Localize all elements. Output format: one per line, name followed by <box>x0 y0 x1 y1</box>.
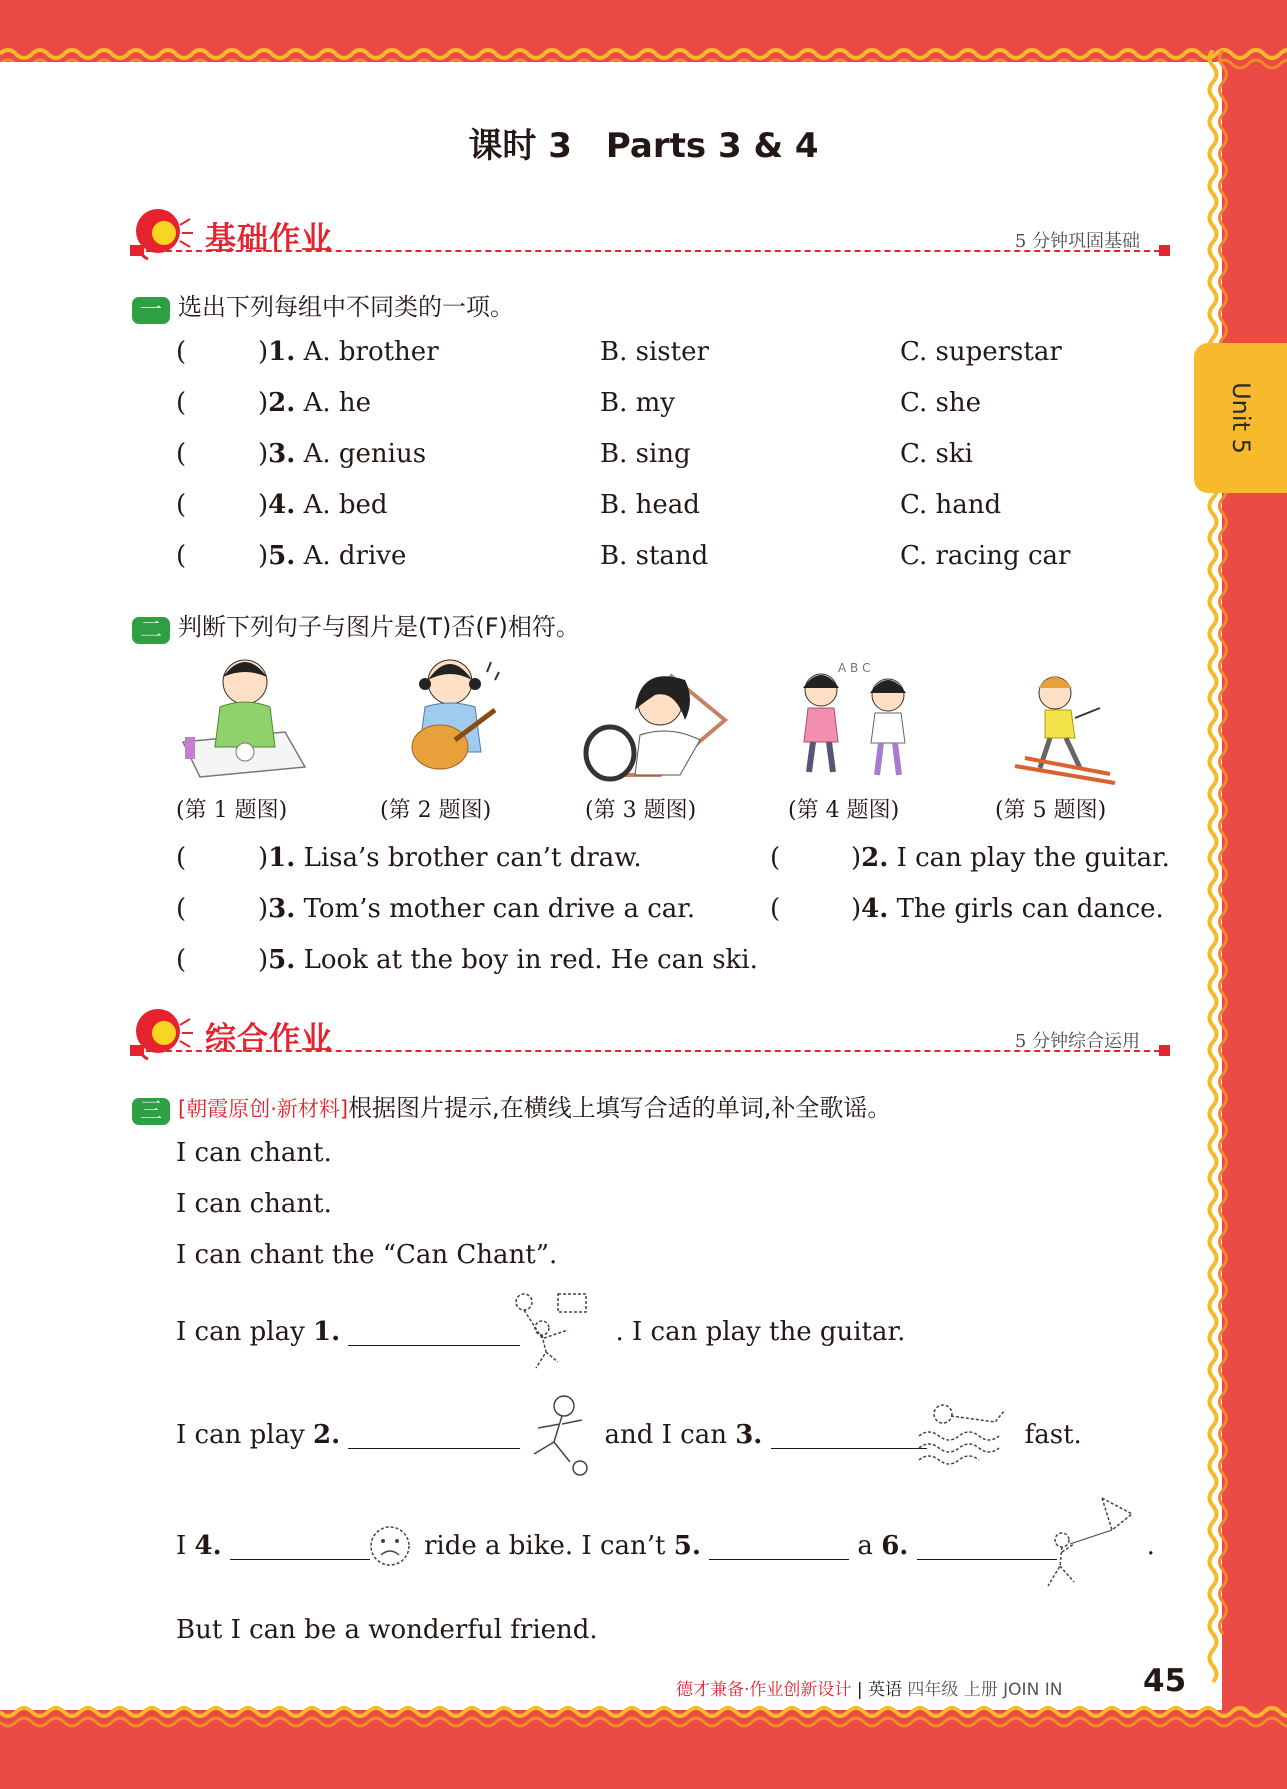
item-text: I can play the guitar. <box>896 843 1170 873</box>
page-number: 45 <box>1143 1663 1187 1699</box>
boy-drawing-illustration <box>175 652 315 787</box>
q1-badge: 一 <box>132 297 170 324</box>
list-item: )2. I can play the guitar. <box>851 843 1170 873</box>
footer-grade: 四年级 上册 JOIN IN <box>907 1680 1063 1700</box>
item-number: 1. <box>268 843 296 873</box>
blank-number: 5. <box>673 1531 701 1561</box>
blank-number: 2. <box>313 1420 341 1450</box>
list-item: )3. Tom’s mother can drive a car. <box>258 894 696 924</box>
option-a: A. bed <box>303 490 388 520</box>
girls-dancing-illustration <box>783 660 933 788</box>
section-basic-title: 基础作业 <box>205 221 333 257</box>
section-comprehensive-note: 5 分钟综合运用 <box>1014 1031 1140 1052</box>
chant-line: I can chant the “Can Chant”. <box>176 1240 558 1270</box>
option-c: C. racing car <box>900 541 1071 571</box>
q1-instruction: 选出下列每组中不同类的一项。 <box>178 293 514 321</box>
figure-caption: (第 3 题图) <box>585 798 697 823</box>
item-number: 2. <box>861 843 889 873</box>
answer-blank-1[interactable] <box>348 1320 520 1346</box>
answer-blank[interactable]: ( <box>176 490 187 520</box>
swimming-sketch-icon <box>915 1400 1011 1466</box>
option-a: A. drive <box>303 541 407 571</box>
answer-blank-4[interactable] <box>230 1534 370 1560</box>
item-number: 2. <box>268 388 296 418</box>
item-text: Look at the boy in red. He can ski. <box>303 945 758 975</box>
verse-text: I can play <box>176 1317 314 1347</box>
answer-blank[interactable]: ( <box>770 894 781 924</box>
option-a: A. genius <box>303 439 427 469</box>
item-number: 3. <box>268 894 296 924</box>
list-item: )1. Lisa’s brother can’t draw. <box>258 843 642 873</box>
footer-subject: 英语 <box>867 1680 902 1700</box>
answer-blank[interactable]: ( <box>176 843 187 873</box>
option-c: C. hand <box>900 490 1002 520</box>
kite-sketch-icon <box>1040 1494 1140 1592</box>
figure-caption: (第 2 题图) <box>380 798 492 823</box>
q2-instruction: 判断下列句子与图片是(T)否(F)相符。 <box>178 613 580 641</box>
figure-caption: (第 1 题图) <box>176 798 288 823</box>
answer-blank[interactable]: ( <box>176 894 187 924</box>
chant-line: I can chant. <box>176 1138 332 1168</box>
blank-number: 1. <box>313 1317 341 1347</box>
verse-text: I can play <box>176 1420 314 1450</box>
answer-blank[interactable]: ( <box>176 541 187 571</box>
verse-text: ride a bike. I can’t <box>423 1531 674 1561</box>
option-b: B. stand <box>600 541 709 571</box>
answer-blank[interactable]: ( <box>176 388 187 418</box>
divider-end-left <box>130 245 144 256</box>
answer-blank-2[interactable] <box>348 1423 520 1449</box>
verse-text: . I can play the guitar. <box>615 1317 906 1347</box>
verse-text: fast. <box>1024 1420 1082 1450</box>
section-basic-note: 5 分钟巩固基础 <box>1014 231 1140 252</box>
bottom-wave-border <box>0 1702 1287 1742</box>
section-divider <box>136 1050 1170 1052</box>
item-text: )3. A. genius <box>258 439 427 469</box>
unit-tab-label: Unit 5 <box>1226 382 1255 454</box>
section-comprehensive-header <box>130 1005 1170 1065</box>
list-item: )5. Look at the boy in red. He can ski. <box>258 945 758 975</box>
blank-number: 3. <box>735 1420 763 1450</box>
right-wave-border <box>1205 50 1235 1720</box>
divider-end-right <box>1159 245 1170 256</box>
item-number: 4. <box>861 894 889 924</box>
football-sketch-icon <box>520 1392 592 1478</box>
sad-face-icon <box>368 1524 412 1568</box>
answer-blank[interactable]: ( <box>176 439 187 469</box>
chant-line: I can chant. <box>176 1189 332 1219</box>
option-b: B. sister <box>600 337 709 367</box>
item-text: The girls can dance. <box>896 894 1164 924</box>
verse-text: a <box>857 1531 882 1561</box>
answer-blank[interactable]: ( <box>770 843 781 873</box>
q3-header <box>132 1088 891 1125</box>
option-b: B. sing <box>600 439 691 469</box>
item-text: )2. A. he <box>258 388 372 418</box>
divider-end-right <box>1159 1045 1170 1056</box>
mother-driving-illustration <box>580 665 730 785</box>
chant-line-6 <box>176 1531 1155 1561</box>
item-text: )5. A. drive <box>258 541 407 571</box>
option-a: A. he <box>303 388 372 418</box>
option-c: C. superstar <box>900 337 1062 367</box>
option-a: A. brother <box>303 337 439 367</box>
chant-last-line: But I can be a wonderful friend. <box>176 1615 598 1645</box>
answer-blank-3[interactable] <box>771 1423 927 1449</box>
verse-text: . <box>1146 1531 1155 1561</box>
q2-badge: 二 <box>132 617 170 644</box>
blank-number: 6. <box>881 1531 909 1561</box>
q2-header <box>132 607 580 644</box>
footer <box>676 1675 1062 1700</box>
item-number: 4. <box>268 490 296 520</box>
answer-blank-5[interactable] <box>709 1534 849 1560</box>
svg-text:A B C: A B C <box>838 661 871 675</box>
item-text: )4. A. bed <box>258 490 388 520</box>
basketball-sketch-icon <box>510 1290 602 1370</box>
q3-badge: 三 <box>132 1098 170 1125</box>
item-number: 3. <box>268 439 296 469</box>
q3-instruction: 根据图片提示,在横线上填写合适的单词,补全歌谣。 <box>348 1094 892 1122</box>
option-b: B. my <box>600 388 675 418</box>
divider-end-left <box>130 1045 144 1056</box>
page-title: 课时 3 Parts 3 & 4 <box>468 126 819 166</box>
verse-text: and I can <box>604 1420 736 1450</box>
section-divider <box>136 250 1170 252</box>
section-comprehensive-title: 综合作业 <box>205 1021 333 1057</box>
unit-tab[interactable] <box>1194 343 1287 493</box>
section-basic-header <box>130 205 1170 265</box>
item-number: 5. <box>268 541 296 571</box>
option-b: B. head <box>600 490 700 520</box>
item-number: 1. <box>268 337 296 367</box>
boy-skiing-illustration <box>1010 668 1120 788</box>
option-c: C. she <box>900 388 981 418</box>
item-text: Tom’s mother can drive a car. <box>303 894 696 924</box>
item-text: )1. A. brother <box>258 337 439 367</box>
item-text: Lisa’s brother can’t draw. <box>303 843 642 873</box>
item-number: 5. <box>268 945 296 975</box>
q3-tag: [朝霞原创·新材料] <box>178 1097 349 1121</box>
figure-caption: (第 5 题图) <box>995 798 1107 823</box>
q1-header <box>132 287 514 324</box>
verse-text: I <box>176 1531 195 1561</box>
list-item: )4. The girls can dance. <box>851 894 1164 924</box>
answer-blank[interactable]: ( <box>176 945 187 975</box>
figure-caption: (第 4 题图) <box>788 798 900 823</box>
option-c: C. ski <box>900 439 973 469</box>
answer-blank[interactable]: ( <box>176 337 187 367</box>
girl-guitar-illustration <box>395 652 505 787</box>
answer-blank-6[interactable] <box>917 1534 1057 1560</box>
footer-separator: | <box>856 1680 863 1700</box>
footer-brand: 德才兼备·作业创新设计 <box>676 1680 852 1700</box>
blank-number: 4. <box>194 1531 222 1561</box>
